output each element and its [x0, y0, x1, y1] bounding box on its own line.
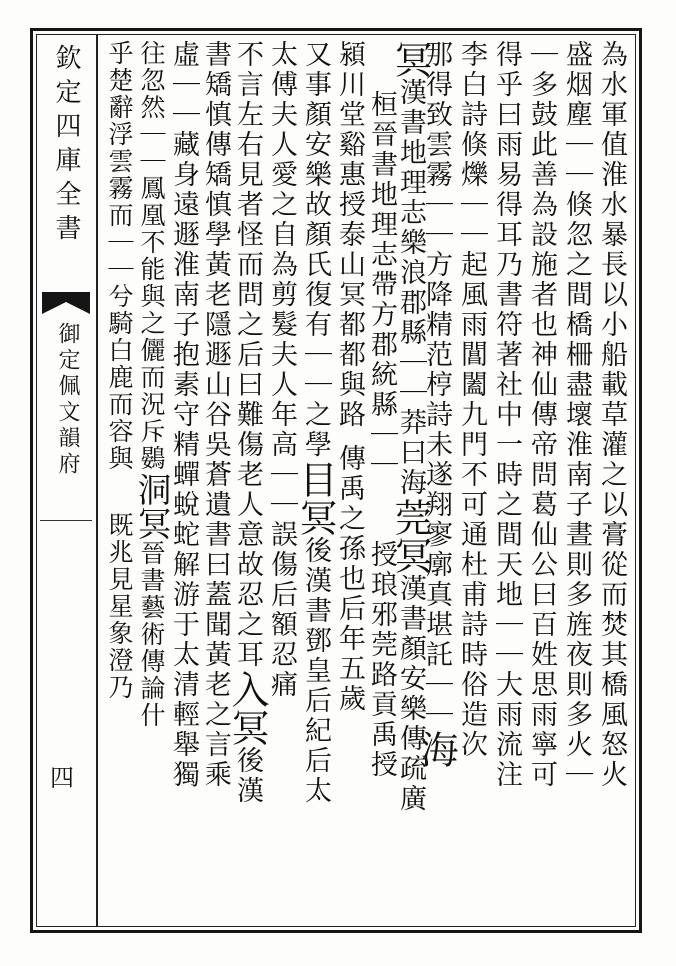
- book-title: 御定佩文韻府: [55, 322, 80, 478]
- text-column-11: 太傅夫人愛之自為剪髮夫人年高｜｜誤傷后額忍痛: [266, 40, 297, 700]
- page-number: 四: [50, 764, 74, 792]
- collection-title: 欽定四庫全書: [51, 44, 81, 248]
- text-column-2: 盛烟塵｜｜倏忽之間橋柵盡壞淮南子晝則多旌夜則多火｜: [561, 40, 592, 790]
- text-column-1: 為水軍值淮水暴長以小船載草灌之以膏從而焚其橋風怒火: [596, 40, 627, 790]
- text-column-4: 得乎曰雨易得耳乃書符著社中一時之間天地｜｜大雨流注: [491, 40, 522, 790]
- text-column-13: 書矯慎傳矯慎學黃老隱遯山谷吳蒼遺書曰蓋聞黃老之言乘: [200, 40, 231, 790]
- text-column-15: 往忽然｜｜鳳凰不能與之儷而況斥鷃洞冥晉書藝術傳論什: [131, 40, 171, 729]
- text-column-6: 那得致雲霧｜｜方降精范梈詩未遂翔寥廓真堪託｜｜海: [414, 40, 458, 768]
- text-column-10: 又事顏安樂故顏氏復有｜｜之學目冥後漢書鄧皇后紀后太: [293, 40, 337, 806]
- text-column-7: 冥漢書地理志樂浪郡縣｜｜莽曰海莞冥漢書顏安樂傳疏廣: [388, 40, 432, 814]
- margin-rule: [40, 520, 92, 521]
- text-column-9: 潁川堂谿惠授泰山冥都都與路傳禹之孫也后年五歲: [334, 40, 365, 714]
- text-column-14: 虛｜｜藏身遠遯淮南子抱素守精蟬蛻蛇解游于太清輕舉獨: [168, 40, 199, 790]
- text-column-12: 不言左右見者怪而問之后曰難傷老人意故忍之耳入冥後漢: [225, 40, 269, 806]
- margin-divider: [96, 34, 98, 927]
- fish-tail-mark-icon: [40, 290, 92, 316]
- text-column-3: ｜多鼓此善為設施者也神仙傳帝問葛仙公曰百姓思雨寧可: [526, 40, 557, 790]
- text-column-16: 乎楚辭浮雲霧而｜｜兮騎白鹿而容與既兆見星象澄乃: [105, 40, 134, 701]
- text-column-5: 李白詩倏爍｜｜起風雨閶闔九門不可通杜甫詩時俗造次: [456, 40, 487, 760]
- text-column-8: 桓晉書地理志帶方郡統縣｜｜授琅邪莞路貢禹授: [366, 90, 397, 780]
